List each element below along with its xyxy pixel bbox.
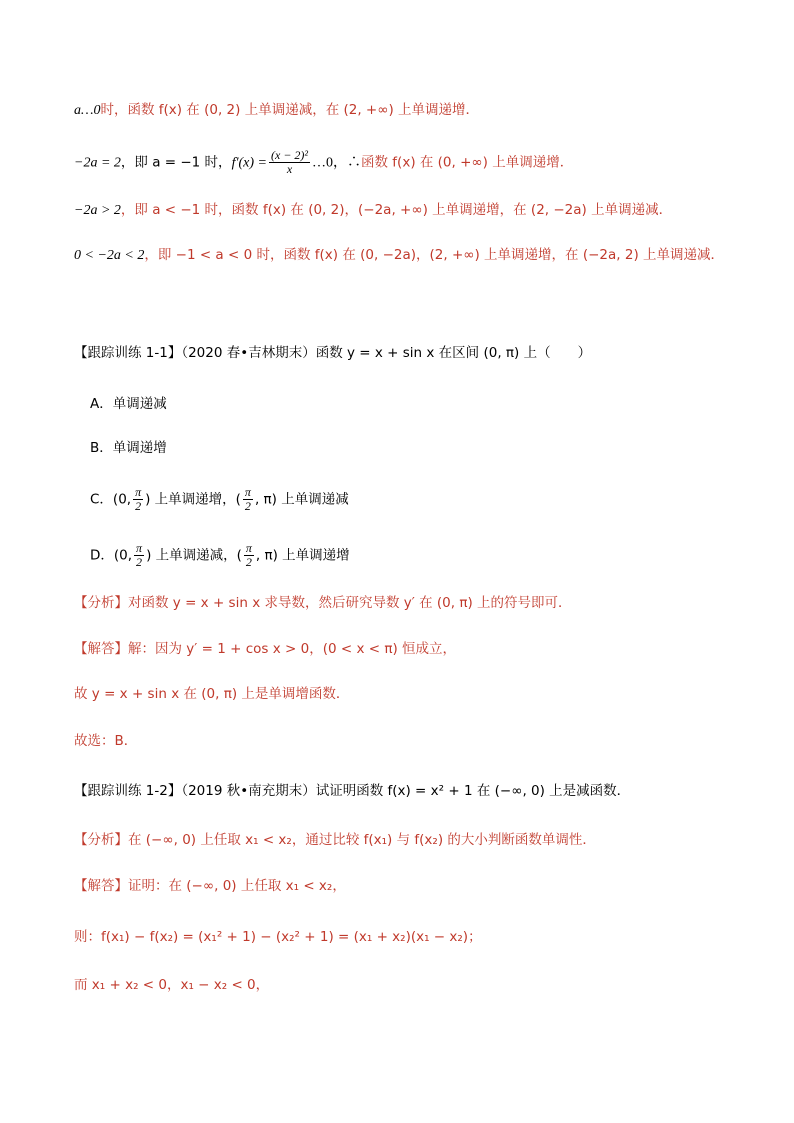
analysis-text: 对函数 y = x + sin x 求导数，然后研究导数 y′ 在 (0, π) 上的符号即可．: [128, 595, 572, 611]
case-condition: a…0: [74, 103, 101, 118]
pi-over-2-fraction: [134, 542, 144, 569]
option-d-middle: ) 上单调递减，(: [146, 547, 242, 564]
case-conclusion: 时，函数 f(x) 在 (0, 2) 上单调递减，在 (2, +∞) 上单调递增．: [100, 102, 480, 118]
fraction-numerator: π: [135, 485, 142, 499]
fraction-numerator: π: [245, 541, 252, 555]
option-a: A．单调递减: [90, 396, 167, 412]
analysis-tag: 【分析】: [74, 832, 128, 848]
option-d-prefix: D．(0,: [90, 547, 133, 564]
case-conclusion: ，即 −1 < a < 0 时，函数 f(x) 在 (0, −2a)，(2, +∞) 上单调递增，在 (−2a, 2) 上单调递减．: [144, 247, 725, 263]
fraction-denominator: x: [286, 162, 293, 176]
fraction-denominator: 2: [244, 499, 251, 513]
proof-step-2: 而 x₁ + x₂ < 0，x₁ − x₂ < 0，: [74, 977, 270, 993]
answer-text: 证明：在 (−∞, 0) 上任取 x₁ < x₂，: [128, 878, 346, 894]
analysis-1-2: [74, 831, 596, 849]
case-condition: 0 < −2a < 2: [74, 248, 145, 263]
case-line-1: [74, 101, 479, 120]
derivative-sign: …0，∴: [312, 155, 362, 171]
case-condition: −2a > 2: [74, 203, 121, 218]
option-c-suffix: , π) 上单调递减: [254, 491, 349, 508]
answer-text: 解：因为 y′ = 1 + cos x > 0，(0 < x < π) 恒成立，: [128, 641, 457, 657]
option-c-prefix: C．(0,: [90, 491, 132, 508]
derivative-fraction: [269, 149, 310, 176]
conclusion-1-1: 故 y = x + sin x 在 (0, π) 上是单调增函数．: [74, 686, 350, 702]
answer-tag: 【解答】: [74, 641, 128, 657]
derivative-expr: f′(x) =: [231, 155, 267, 171]
fraction-denominator: 2: [136, 555, 143, 569]
exercise-1-2-header: 【跟踪训练 1-2】（2019 秋•南充期末）试证明函数 f(x) = x² + 1 在 (−∞, 0) 上是减函数．: [74, 783, 631, 799]
analysis-1-1: [74, 594, 572, 612]
fraction-numerator: (x − 2)²: [271, 148, 309, 162]
pi-over-2-fraction: [243, 486, 253, 513]
answer-tag: 【解答】: [74, 878, 128, 894]
case-condition: −2a = 2: [74, 155, 121, 171]
fraction-numerator: π: [136, 541, 143, 555]
case-text: ，即 a = −1 时，: [120, 154, 232, 171]
fraction-denominator: 2: [135, 499, 142, 513]
case-line-2: [74, 149, 573, 176]
proof-step-1: 则：f(x₁) − f(x₂) = (x₁² + 1) − (x₂² + 1) = (x₁ + x₂)(x₁ − x₂)；: [74, 929, 482, 945]
option-b: B．单调递增: [90, 440, 167, 456]
case-conclusion: ，即 a < −1 时，函数 f(x) 在 (0, 2)，(−2a, +∞) 上单调递增，在 (2, −2a) 上单调递减．: [120, 202, 673, 218]
case-line-4: [74, 246, 724, 265]
fraction-denominator: 2: [245, 555, 252, 569]
pi-over-2-fraction: [244, 542, 254, 569]
fraction-numerator: π: [244, 485, 251, 499]
option-d: [90, 542, 350, 569]
case-conclusion: 函数 f(x) 在 (0, +∞) 上单调递增．: [361, 154, 574, 171]
answer-1-1: [74, 640, 456, 658]
case-line-3: [74, 201, 672, 220]
option-c-middle: ) 上单调递增，(: [145, 491, 241, 508]
option-d-suffix: , π) 上单调递增: [255, 547, 350, 564]
answer-1-2: [74, 877, 346, 895]
pi-over-2-fraction: [133, 486, 143, 513]
option-c: [90, 486, 349, 513]
choice-1-1: 故选：B．: [74, 733, 138, 749]
exercise-1-1-header: 【跟踪训练 1-1】（2020 春•吉林期末）函数 y = x + sin x 在区间 (0, π) 上（ ）: [74, 345, 592, 361]
analysis-tag: 【分析】: [74, 595, 128, 611]
analysis-text: 在 (−∞, 0) 上任取 x₁ < x₂，通过比较 f(x₁) 与 f(x₂) 的大小判断函数单调性．: [128, 832, 596, 848]
